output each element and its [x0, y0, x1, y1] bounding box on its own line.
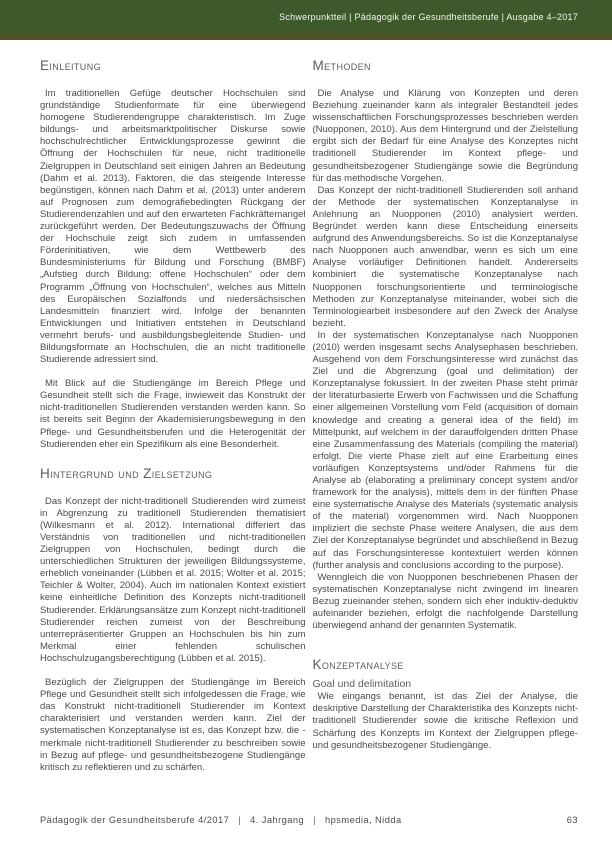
footer-separator: | — [238, 815, 242, 825]
footer-citation — [40, 815, 402, 825]
page-number: 63 — [566, 815, 578, 825]
paragraph: Wie eingangs benannt, ist das Ziel der Analyse, die deskriptive Darstellung der Charakteristika des Konzepts nicht-traditionell Studierender sowie die kritische Reflexion und Schärfung des Konzepts im Kontext der Zielgruppen pflege- und gesundheitsbezogener Studiengänge. — [312, 691, 578, 751]
running-head: Schwerpunktteil | Pädagogik der Gesundheitsberufe | Ausgabe 4–2017 — [279, 11, 578, 22]
section-heading-methoden: Methoden — [312, 58, 371, 73]
two-column-body — [0, 40, 612, 786]
paragraph: Wenngleich die von Nuopponen beschriebenen Phasen der systematischen Konzeptanalyse nicht zwingend im linearen Bezug zueinander stehen, sondern sich eher induktiv-deduktiv aufeinander beziehen, erfolgt die nachfolgende Darstellung überwiegend anhand der genannten Systematik. — [312, 571, 578, 632]
page-footer — [40, 815, 578, 825]
header-accent-strip — [0, 33, 612, 40]
paragraph: Das Konzept der nicht-traditionell Studierenden soll anhand der Methode der systematischen Konzeptanalyse in Anlehnung an Nuopponen (2010) analysiert werden. Begründet werden kann diese Entscheidung einerseits aufgrund des Anwendungsbereichs. So ist die Konzeptanalyse nach Nuopponen auch anwendbar, wenn es sich um eine Analyse vorläufiger Definitionen handelt. Andererseits kombiniert die systematische Konzeptanalyse nach Nuopponen forschungsorientierte und terminologische Methoden zur Konzeptanalyse miteinander, wobei sich die Terminologiearbeit insbesondere auf den Zweck der Analyse bezieht. — [312, 184, 578, 329]
paragraph: Bezüglich der Zielgruppen der Studiengänge im Bereich Pflege und Gesundheit stellt sich infolgedessen die Frage, wie das Konstrukt nicht-traditionell Studierender im Kontext charakterisiert und verstanden werden kann. Ziel der systematischen Konzeptanalyse ist es, das Konzept bzw. die -merkmale nicht-traditionell Studierender zu beschreiben sowie in Bezug auf pflege- und gesundheitsbezogene Studiengänge kritisch zu reflektieren und zu schärfen. — [40, 677, 306, 773]
paragraph: Im traditionellen Gefüge deutscher Hochschulen sind grundständige Studienformate für eine überwiegend homogene Studierendengruppe charakteristisch. Im Zuge bildungs- und arbeitsmarktpolitischer Diskurse sowie hochschulrechtlicher Entwicklungsprozesse gewinnt die Öffnung der Hochschulen für neue, nicht traditionelle Zielgruppen in Deutschland seit einigen Jahren an Bedeutung (Dahm et al. 2013). Faktoren, die das steigende Interesse begünstigen, können nach Dahm et al. (2013) unter anderem auf Prognosen zum demografiebedingten Rückgang der Studierendenzahlen und auf den erwarteten Fachkräftemangel zurückgeführt werden. Der Bedeutungszuwachs der Öffnung der Hochschule zeigt sich zudem in umfassenden Förderinitiativen, wie dem Wettbewerb des Bundesministeriums für Bildung und Forschung (BMBF) „Aufstieg durch Bildung: offene Hochschulen“ oder dem Programm „Öffnung von Hochschulen“, welches aus Mitteln des Europäischen Sozialfonds und niedersächsischen Landesmitteln finanziert wird. Infolge der benannten Entwicklungen und Initiativen entstehen in Deutschland vermehrt berufs- und ausbildungsbegleitende Studien- und Bildungsformate an Hochschulen, die an nicht traditionelle Studierende adressiert sind. — [40, 88, 306, 366]
paragraph: Die Analyse und Klärung von Konzepten und deren Beziehung zueinander kann als integraler Bestandteil jedes wissenschaftlichen Forschungsprozesses beschrieben werden (Nuopponen, 2010). Aus dem Hintergrund und der Zielstellung ergibt sich der Bedarf für eine Analyse des Konzeptes nicht traditionell Studierender im Kontext pflege- und gesundheitsbezogener Studiengänge sowie die Begründung für das methodische Vorgehen. — [312, 88, 578, 184]
right-column — [313, 58, 579, 786]
footer-publisher: hpsmedia, Nidda — [325, 815, 402, 825]
paragraph: Das Konzept der nicht-traditionell Studierenden wird zumeist in Abgrenzung zu traditionell Studierenden thematisiert (Wilkesmann et al. 2012). International differiert das Verständnis von traditionellen und nicht-traditionellen Zielgruppen von Hochschulen, bedingt durch die unterschiedlichen Strukturen der jeweiligen Bildungssysteme, erheblich voneinander (Lübben et al. 2015; Wolter et al. 2015; Teichler & Wolter, 2004). Auch im nationalen Kontext existiert keine einheitliche Definition des Konzepts nicht-traditionell Studierender. Erklärungsansätze zum Konzept nicht-traditionell Studierender reichen zumeist von der Beschreibung unterrepräsentierter Gruppen an Hochschulen bis hin zum Merkmal einer fehlenden schulischen Hochschulzugangsberechtigung (Lübben et al. 2015). — [40, 495, 306, 664]
paragraph: Mit Blick auf die Studiengänge im Bereich Pflege und Gesundheit stellt sich die Frage, inwieweit das Konstrukt der nicht-traditionellen Studierenden verstanden werden kann. So ist bereits seit Beginn der Akademisierungsbewegung in den Pflege- und Gesundheitsberufen und die Heterogenität der Studierenden eher ein Spezifikum als eine Besonderheit. — [40, 378, 306, 450]
paragraph: In der systematischen Konzeptanalyse nach Nuopponen (2010) werden insgesamt sechs Analysephasen beschrieben. Ausgehend von dem Forschungsinteresse wird zunächst das Ziel und die Abgrenzung (goal und delimitation) der Konzeptanalyse fokussiert. In der zweiten Phase steht primär der literaturbasierte Erwerb von Fachwissen und die Schaffung einer allgemeinen Vorstellung vom Feld (acquisition of domain knowledge and creating a general idea of the field) im Mittelpunkt, auf welchem in der darauffolgenden dritten Phase eine Zusammenfassung des Materials (compiling the material) erfolgt. Die vierte Phase zielt auf eine Erarbeitung eines vorläufigen Konzeptsystems und/oder Rahmens für die Analyse ab (elaborating a preliminary concept system and/or framework for the analysis), mittels dem in der fünften Phase eine systematische Analyse des Materials (systematic analysis of the material) vorgenommen wird. Nach Nuopponen impliziert die sechste Phase weitere Analysen, die aus dem Ziel der Konzeptanalyse begründet und abschließend in Bezug auf das Forschungsinteresse kontextuiert werden können (further analysis and conclusions according to the purpose). — [312, 329, 578, 571]
footer-journal-title: Pädagogik der Gesundheitsberufe 4/2017 — [40, 815, 230, 825]
left-column — [40, 58, 306, 786]
section-heading-hintergrund: Hintergrund und Zielsetzung — [40, 465, 213, 481]
footer-separator: | — [313, 815, 317, 825]
subsection-heading-goal-und-delimitation: Goal und delimitation — [312, 678, 412, 691]
footer-volume: 4. Jahrgang — [250, 815, 305, 825]
section-heading-konzeptanalyse: Konzeptanalyse — [312, 657, 404, 673]
section-heading-einleitung: Einleitung — [40, 58, 102, 73]
header-bar — [0, 0, 612, 33]
